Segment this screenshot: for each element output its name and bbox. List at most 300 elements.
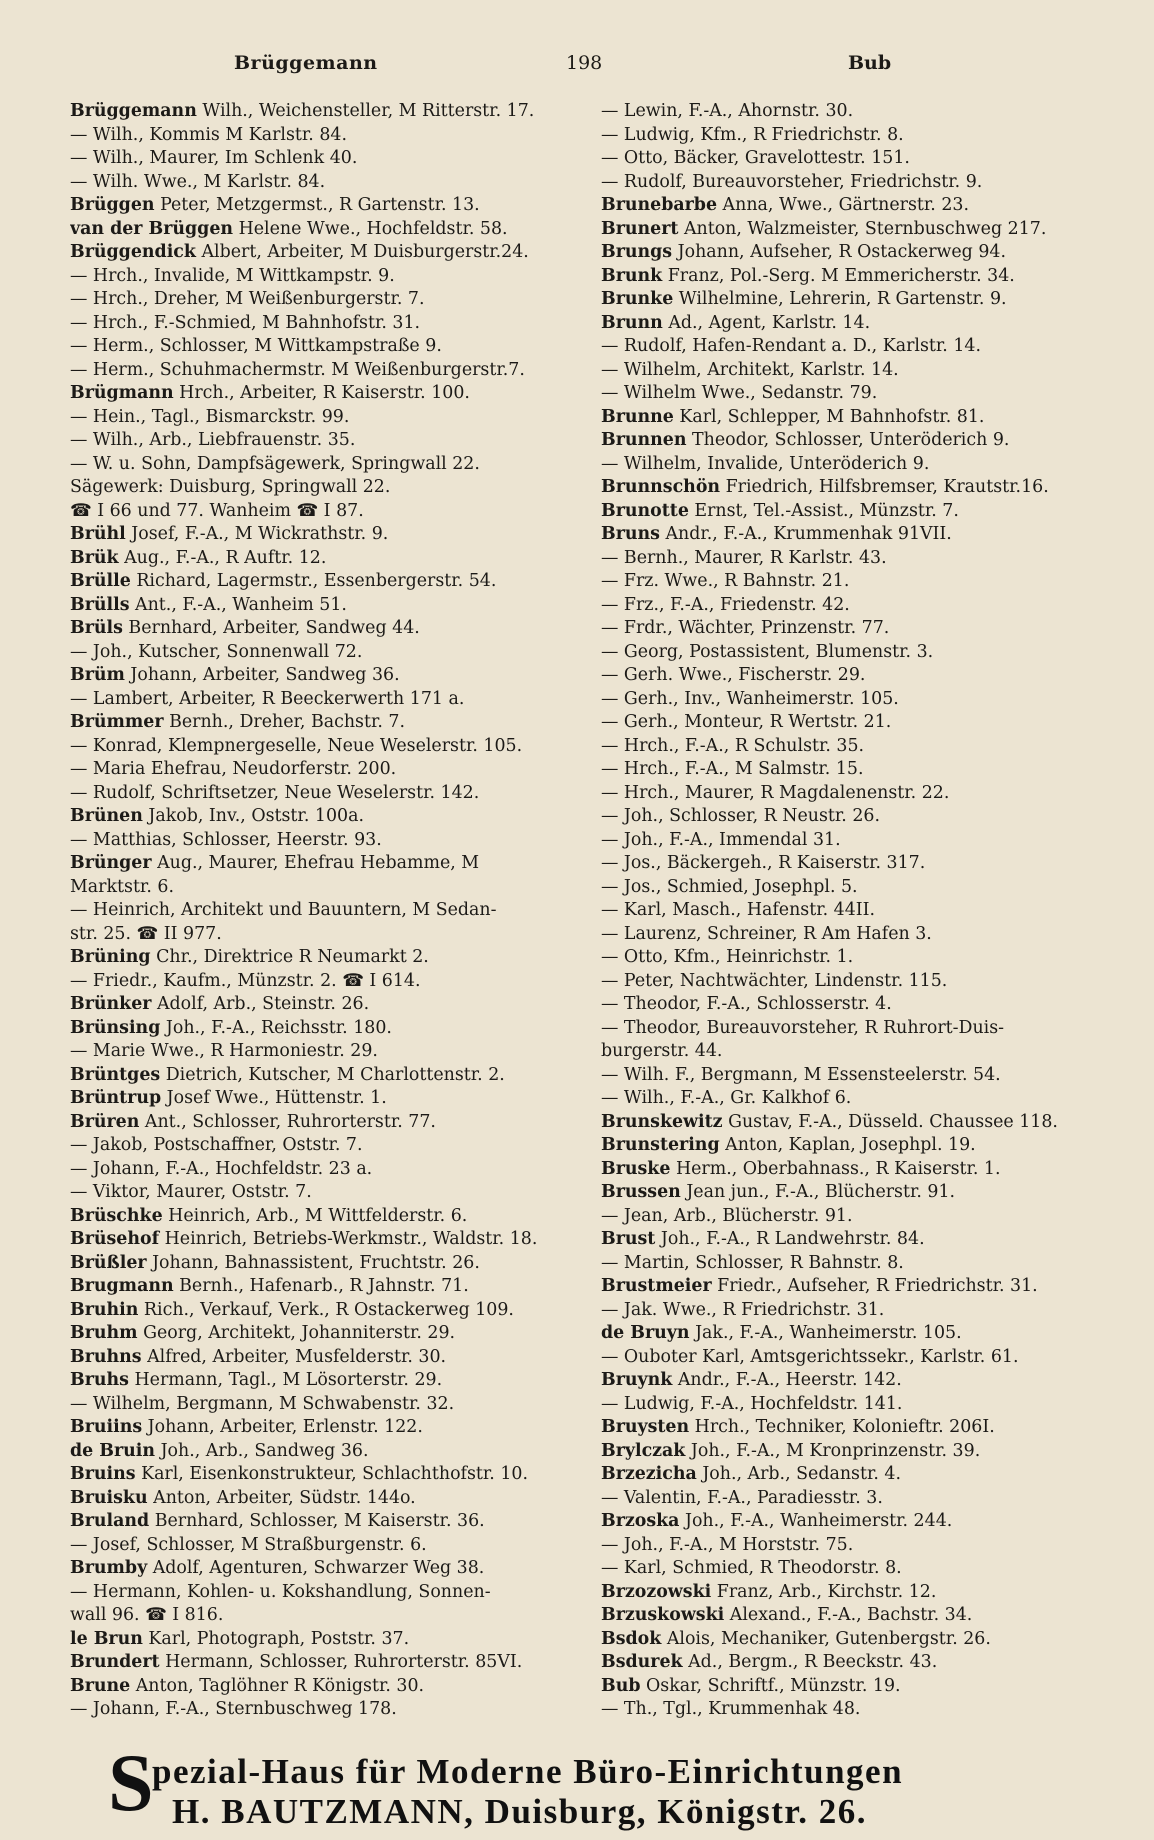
entry-details: str. 25. ☎ II 977. bbox=[70, 923, 222, 944]
directory-entry bbox=[601, 641, 1099, 665]
entry-details: Bernhard, Schlosser, M Kaiserstr. 36. bbox=[149, 1511, 485, 1531]
entry-details: Johann, Aufseher, R Ostackerweg 94. bbox=[672, 242, 1007, 262]
directory-entry bbox=[70, 218, 578, 242]
entry-details: Karl, Photograph, Poststr. 37. bbox=[142, 1628, 410, 1649]
directory-entry bbox=[70, 406, 578, 430]
entry-details: Joh., F.-A., M Kronprinzenstr. 39. bbox=[685, 1440, 981, 1461]
directory-entry bbox=[601, 1463, 1099, 1487]
directory-entry bbox=[70, 124, 578, 148]
directory-entry bbox=[70, 1181, 578, 1205]
directory-entry bbox=[601, 1181, 1099, 1205]
entry-surname: Brzezicha bbox=[601, 1464, 697, 1484]
entry-details: Theodor, Schlosser, Unteröderich 9. bbox=[686, 430, 1010, 450]
entry-surname: Brzozowski bbox=[601, 1581, 712, 1602]
entry-surname: Bruynk bbox=[601, 1370, 673, 1390]
directory-entry bbox=[601, 1369, 1099, 1393]
directory-entry bbox=[601, 1064, 1099, 1088]
entry-surname: Brune bbox=[70, 1675, 131, 1696]
entry-details: Ant., F.-A., Wanheim 51. bbox=[129, 594, 347, 615]
entry-details: — Jos., Bäckergeh., R Kaiserstr. 317. bbox=[601, 853, 926, 873]
entry-details: Friedr., Aufseher, R Friedrichstr. 31. bbox=[711, 1276, 1038, 1296]
directory-entry bbox=[601, 1346, 1099, 1370]
entry-surname: Brunotte bbox=[601, 500, 689, 521]
entry-details: Joh., F.-A., R Landwehrstr. 84. bbox=[655, 1229, 925, 1249]
directory-entry bbox=[601, 617, 1099, 641]
entry-details: — Lewin, F.-A., Ahornstr. 30. bbox=[601, 101, 854, 121]
entry-details: — Jean, Arb., Blücherstr. 91. bbox=[601, 1205, 853, 1226]
entry-details: Peter, Metzgermst., R Gartenstr. 13. bbox=[154, 195, 480, 215]
directory-entry bbox=[70, 1299, 578, 1323]
entry-surname: Bruns bbox=[601, 524, 660, 544]
directory-entry bbox=[601, 1604, 1099, 1628]
directory-entry bbox=[601, 241, 1099, 265]
directory-entry bbox=[70, 476, 578, 500]
entry-surname: Brust bbox=[601, 1229, 656, 1249]
entry-details: — Th., Tgl., Krummenhak 48. bbox=[601, 1699, 861, 1719]
directory-entry bbox=[70, 1346, 578, 1370]
entry-surname: Brugmann bbox=[70, 1276, 174, 1296]
entry-details: — Ludwig, F.-A., Hochfeldstr. 141. bbox=[601, 1393, 903, 1414]
entry-details: Helene Wwe., Hochfeldstr. 58. bbox=[233, 218, 508, 239]
entry-details: — Ouboter Karl, Amtsgerichtssekr., Karlstr. 61. bbox=[601, 1346, 1019, 1367]
entry-details: Wilhelmine, Lehrerin, R Gartenstr. 9. bbox=[673, 289, 1007, 309]
entry-details: — Wilhelm, Bergmann, M Schwabenstr. 32. bbox=[70, 1393, 455, 1414]
entry-details: — Wilh., F.-A., Gr. Kalkhof 6. bbox=[601, 1088, 852, 1108]
entry-surname: Brussen bbox=[601, 1182, 681, 1202]
entry-surname: Brünsing bbox=[70, 1017, 161, 1038]
entry-details: Anna, Wwe., Gärtnerstr. 23. bbox=[717, 195, 969, 215]
entry-details: — Valentin, F.-A., Paradiesstr. 3. bbox=[601, 1487, 883, 1508]
directory-entry bbox=[70, 171, 578, 195]
entry-details: Bernh., Dreher, Bachstr. 7. bbox=[163, 712, 405, 732]
entry-surname: Brüls bbox=[70, 618, 123, 638]
entry-surname: Brumby bbox=[70, 1558, 148, 1578]
entry-surname: Brüschke bbox=[70, 1205, 163, 1226]
entry-details: — Matthias, Schlosser, Heerstr. 93. bbox=[70, 829, 382, 850]
entry-details: — Josef, Schlosser, M Straßburgenstr. 6. bbox=[70, 1534, 427, 1555]
entry-surname: Brüggendick bbox=[70, 242, 196, 262]
entry-details: — Maria Ehefrau, Neudorferstr. 200. bbox=[70, 759, 397, 779]
entry-details: — Hein., Tagl., Bismarckstr. 99. bbox=[70, 406, 350, 427]
entry-details: Joh., F.-A., Reichsstr. 180. bbox=[160, 1017, 392, 1038]
directory-entry bbox=[601, 1275, 1099, 1299]
entry-surname: Brustmeier bbox=[601, 1276, 712, 1296]
directory-entry bbox=[70, 1252, 578, 1276]
entry-details: — Theodor, Bureauvorsteher, R Ruhrort-Duis- bbox=[601, 1017, 1005, 1038]
entry-details: — Johann, F.-A., Hochfeldstr. 23 a. bbox=[70, 1158, 373, 1179]
directory-entry bbox=[601, 1651, 1099, 1675]
entry-surname: Bruland bbox=[70, 1511, 150, 1531]
ad-line-2: H. BAUTZMANN, Duisburg, Königstr. 26. bbox=[172, 1792, 867, 1831]
entry-details: — Hermann, Kohlen- u. Kokshandlung, Sonnen- bbox=[70, 1581, 491, 1602]
entry-details: — Wilhelm, Architekt, Karlstr. 14. bbox=[601, 359, 899, 380]
directory-entry bbox=[70, 1111, 578, 1135]
entry-details: Joh., Arb., Sedanstr. 4. bbox=[696, 1464, 902, 1484]
directory-entry bbox=[601, 876, 1099, 900]
entry-details: Oskar, Schriftf., Münzstr. 19. bbox=[640, 1675, 901, 1696]
directory-entry bbox=[70, 1087, 578, 1111]
entry-surname: Bruisku bbox=[70, 1487, 148, 1508]
directory-entry bbox=[601, 1698, 1099, 1722]
entry-details: — Gerh., Inv., Wanheimerstr. 105. bbox=[601, 688, 899, 709]
entry-surname: Brunk bbox=[601, 265, 663, 286]
entry-details: Johann, Bahnassistent, Fruchtstr. 26. bbox=[146, 1252, 480, 1273]
entry-details: — Konrad, Klempnergeselle, Neue Weselerstr. 105. bbox=[70, 735, 523, 756]
entry-surname: Brylczak bbox=[601, 1440, 686, 1461]
directory-entry bbox=[70, 993, 578, 1017]
entry-details: Aug., Maurer, Ehefrau Hebamme, M bbox=[151, 853, 480, 873]
entry-details: — Ludwig, Kfm., R Friedrichstr. 8. bbox=[601, 124, 904, 145]
directory-entry bbox=[70, 359, 578, 383]
directory-entry bbox=[70, 1158, 578, 1182]
entry-details: Anton, Kaplan, Josephpl. 19. bbox=[719, 1135, 976, 1155]
entry-surname: Brünen bbox=[70, 806, 143, 826]
entry-details: — Heinrich, Architekt und Bauuntern, M Sedan- bbox=[70, 900, 497, 920]
directory-entry bbox=[601, 735, 1099, 759]
entry-surname: Brzoska bbox=[601, 1511, 680, 1531]
entry-surname: Bruins bbox=[70, 1464, 136, 1484]
directory-entry bbox=[70, 523, 578, 547]
entry-surname: Brundert bbox=[70, 1652, 160, 1672]
directory-entry bbox=[601, 1111, 1099, 1135]
entry-details: — Jakob, Postschaffner, Oststr. 7. bbox=[70, 1135, 363, 1155]
directory-entry bbox=[601, 1134, 1099, 1158]
entry-details: Bernh., Hafenarb., R Jahnstr. 71. bbox=[173, 1276, 469, 1296]
entry-details: — Joh., F.-A., M Horststr. 75. bbox=[601, 1534, 854, 1555]
entry-surname: Brüggen bbox=[70, 195, 155, 215]
entry-details: — Joh., Schlosser, R Neustr. 26. bbox=[601, 806, 880, 826]
entry-details: — Frdr., Wächter, Prinzenstr. 77. bbox=[601, 618, 890, 638]
directory-entry bbox=[601, 1205, 1099, 1229]
entry-details: Sägewerk: Duisburg, Springwall 22. bbox=[70, 477, 391, 497]
directory-entry bbox=[601, 382, 1099, 406]
entry-details: — Otto, Bäcker, Gravelottestr. 151. bbox=[601, 148, 910, 168]
entry-details: Dietrich, Kutscher, M Charlottenstr. 2. bbox=[160, 1064, 505, 1085]
directory-entry bbox=[70, 1651, 578, 1675]
entry-surname: Bruysten bbox=[601, 1417, 690, 1437]
directory-entry bbox=[601, 758, 1099, 782]
entry-surname: Bsdurek bbox=[601, 1652, 683, 1672]
entry-surname: Brunnschön bbox=[601, 477, 721, 497]
directory-entry bbox=[70, 1017, 578, 1041]
directory-entry bbox=[601, 218, 1099, 242]
directory-entry bbox=[70, 711, 578, 735]
directory-entry bbox=[601, 523, 1099, 547]
entry-details: — Peter, Nachtwächter, Lindenstr. 115. bbox=[601, 970, 948, 991]
directory-entry bbox=[70, 1440, 578, 1464]
entry-surname: Brümmer bbox=[70, 712, 164, 732]
directory-entry bbox=[70, 570, 578, 594]
entry-details: — Georg, Postassistent, Blumenstr. 3. bbox=[601, 641, 934, 662]
directory-entry bbox=[601, 899, 1099, 923]
entry-details: — Jak. Wwe., R Friedrichstr. 31. bbox=[601, 1299, 885, 1320]
directory-entry bbox=[601, 547, 1099, 571]
directory-entry bbox=[601, 100, 1099, 124]
entry-details: Richard, Lagermstr., Essenbergerstr. 54. bbox=[130, 571, 497, 591]
entry-details: Karl, Schlepper, M Bahnhofstr. 81. bbox=[673, 406, 985, 427]
entry-details: — Jos., Schmied, Josephpl. 5. bbox=[601, 876, 858, 897]
entry-surname: Brük bbox=[70, 547, 119, 568]
entry-details: Ad., Bergm., R Beeckstr. 43. bbox=[682, 1652, 938, 1672]
ad-line-1: pezial-Haus für Moderne Büro-Einrichtungen bbox=[152, 1752, 904, 1791]
directory-entry bbox=[601, 429, 1099, 453]
directory-entry bbox=[70, 1557, 578, 1581]
entry-details: Josef, F.-A., M Wickrathstr. 9. bbox=[125, 524, 389, 544]
directory-entry bbox=[601, 265, 1099, 289]
entry-details: Karl, Eisenkonstrukteur, Schlachthofstr. 10. bbox=[135, 1464, 528, 1484]
directory-entry bbox=[70, 1487, 578, 1511]
directory-entry bbox=[70, 782, 578, 806]
directory-entry bbox=[70, 1534, 578, 1558]
directory-entry bbox=[70, 1040, 578, 1064]
directory-entry bbox=[601, 359, 1099, 383]
left-column bbox=[70, 100, 578, 1722]
entry-surname: Brühl bbox=[70, 524, 126, 544]
entry-details: — Hrch., Maurer, R Magdalenenstr. 22. bbox=[601, 782, 950, 803]
directory-entry bbox=[70, 1698, 578, 1722]
entry-details: — Wilh., Kommis M Karlstr. 84. bbox=[70, 124, 347, 145]
directory-entry bbox=[70, 641, 578, 665]
entry-details: Wilh., Weichensteller, M Ritterstr. 17. bbox=[196, 101, 535, 121]
entry-details: — Joh., F.-A., Immendal 31. bbox=[601, 829, 841, 850]
entry-details: — Bernh., Maurer, R Karlstr. 43. bbox=[601, 547, 887, 568]
entry-details: Anton, Arbeiter, Südstr. 144o. bbox=[147, 1487, 416, 1508]
directory-entry bbox=[70, 1275, 578, 1299]
entry-surname: Bruhm bbox=[70, 1323, 138, 1343]
directory-entry bbox=[70, 970, 578, 994]
entry-details: Adolf, Agenturen, Schwarzer Weg 38. bbox=[147, 1558, 485, 1578]
entry-details: Alexand., F.-A., Bachstr. 34. bbox=[724, 1605, 973, 1625]
entry-surname: Bruiins bbox=[70, 1417, 143, 1437]
directory-entry bbox=[70, 1064, 578, 1088]
entry-details: — Herm., Schlosser, M Wittkampstraße 9. bbox=[70, 336, 442, 356]
directory-entry bbox=[601, 1557, 1099, 1581]
entry-surname: Bruhns bbox=[70, 1346, 142, 1367]
entry-details: Josef Wwe., Hüttenstr. 1. bbox=[161, 1088, 387, 1108]
entry-details: Johann, Arbeiter, Erlenstr. 122. bbox=[142, 1417, 423, 1437]
entry-details: Herm., Oberbahnass., R Kaiserstr. 1. bbox=[670, 1158, 1001, 1179]
entry-surname: le Brun bbox=[70, 1628, 143, 1649]
directory-entry bbox=[601, 664, 1099, 688]
directory-entry bbox=[70, 923, 578, 947]
directory-entry bbox=[601, 1322, 1099, 1346]
entry-details: Hermann, Tagl., M Lösorterstr. 29. bbox=[128, 1370, 443, 1390]
entry-details: — Frz. Wwe., R Bahnstr. 21. bbox=[601, 571, 850, 591]
entry-surname: Brzuskowski bbox=[601, 1605, 725, 1625]
directory-entry bbox=[601, 993, 1099, 1017]
directory-entry bbox=[70, 547, 578, 571]
entry-details: — Rudolf, Hafen-Rendant a. D., Karlstr. 14. bbox=[601, 336, 981, 356]
entry-details: Hrch., Arbeiter, R Kaiserstr. 100. bbox=[173, 383, 470, 403]
entry-surname: Brunnen bbox=[601, 430, 687, 450]
entry-details: Joh., F.-A., Wanheimerstr. 244. bbox=[679, 1511, 953, 1531]
directory-entry bbox=[601, 711, 1099, 735]
entry-details: Jean jun., F.-A., Blücherstr. 91. bbox=[680, 1182, 956, 1202]
directory-entry bbox=[70, 1463, 578, 1487]
entry-details: — Hrch., F.-Schmied, M Bahnhofstr. 31. bbox=[70, 312, 421, 333]
directory-entry bbox=[70, 288, 578, 312]
entry-details: Marktstr. 6. bbox=[70, 876, 174, 897]
directory-entry bbox=[70, 617, 578, 641]
entry-surname: Bsdok bbox=[601, 1628, 662, 1649]
entry-surname: Brüm bbox=[70, 665, 125, 685]
directory-entry bbox=[601, 1299, 1099, 1323]
directory-entry bbox=[601, 1017, 1099, 1041]
entry-details: Franz, Pol.-Serg. M Emmericherstr. 34. bbox=[662, 265, 1015, 286]
entry-surname: van der Brüggen bbox=[70, 218, 234, 239]
entry-details: Chr., Direktrice R Neumarkt 2. bbox=[150, 947, 429, 967]
entry-details: — Hrch., F.-A., R Schulstr. 35. bbox=[601, 735, 865, 756]
entry-surname: Brüntrup bbox=[70, 1088, 162, 1108]
entry-details: Adolf, Arb., Steinstr. 26. bbox=[151, 994, 370, 1014]
directory-entry bbox=[70, 876, 578, 900]
directory-entry bbox=[601, 829, 1099, 853]
entry-details: — Johann, F.-A., Sternbuschweg 178. bbox=[70, 1699, 397, 1719]
directory-entry bbox=[70, 1510, 578, 1534]
entry-details: Jakob, Inv., Oststr. 100a. bbox=[142, 806, 364, 826]
page-number: 198 bbox=[566, 52, 603, 74]
directory-entry bbox=[601, 335, 1099, 359]
entry-details: — Martin, Schlosser, R Bahnstr. 8. bbox=[601, 1252, 904, 1273]
entry-surname: Brüren bbox=[70, 1111, 140, 1132]
entry-details: — Friedr., Kaufm., Münzstr. 2. ☎ I 614. bbox=[70, 970, 421, 991]
directory-entry bbox=[70, 312, 578, 336]
directory-entry bbox=[601, 171, 1099, 195]
entry-surname: Brunne bbox=[601, 406, 674, 427]
entry-details: Joh., Arb., Sandweg 36. bbox=[155, 1440, 369, 1461]
entry-details: — Wilh. F., Bergmann, M Essensteelerstr. 54. bbox=[601, 1064, 1001, 1085]
advertisement-banner bbox=[100, 1737, 1090, 1831]
entry-details: Anton, Walzmeister, Sternbuschweg 217. bbox=[678, 218, 1047, 239]
entry-details: — Hrch., Dreher, M Weißenburgerstr. 7. bbox=[70, 289, 425, 309]
directory-entry bbox=[70, 946, 578, 970]
directory-entry bbox=[601, 1393, 1099, 1417]
entry-surname: Bruske bbox=[601, 1158, 671, 1179]
ad-initial: S bbox=[108, 1737, 154, 1828]
entry-surname: Brüßler bbox=[70, 1252, 147, 1273]
directory-entry bbox=[601, 147, 1099, 171]
directory-entry bbox=[601, 1040, 1099, 1064]
directory-entry bbox=[601, 500, 1099, 524]
entry-details: Friedrich, Hilfsbremser, Krautstr.16. bbox=[720, 477, 1049, 497]
entry-details: — Marie Wwe., R Harmoniestr. 29. bbox=[70, 1041, 378, 1061]
entry-details: Ernst, Tel.-Assist., Münzstr. 7. bbox=[688, 500, 959, 521]
directory-entry bbox=[70, 1393, 578, 1417]
header-right-keyword: Bub bbox=[848, 52, 892, 74]
directory-entry bbox=[601, 476, 1099, 500]
entry-surname: Brüntges bbox=[70, 1064, 161, 1085]
directory-entry bbox=[70, 1628, 578, 1652]
entry-details: burgerstr. 44. bbox=[601, 1041, 723, 1061]
directory-entry bbox=[70, 1205, 578, 1229]
entry-details: — Otto, Kfm., Heinrichstr. 1. bbox=[601, 947, 854, 967]
entry-surname: Brünger bbox=[70, 853, 152, 873]
entry-details: Andr., F.-A., Krummenhak 91VII. bbox=[659, 524, 952, 544]
entry-surname: Brüsehof bbox=[70, 1229, 160, 1249]
directory-entry bbox=[601, 406, 1099, 430]
directory-entry bbox=[601, 1510, 1099, 1534]
entry-details: Hermann, Schlosser, Ruhrorterstr. 85VI. bbox=[159, 1652, 523, 1672]
entry-surname: Bub bbox=[601, 1675, 641, 1696]
entry-details: Ant., Schlosser, Ruhrorterstr. 77. bbox=[139, 1111, 436, 1132]
entry-details: — Laurenz, Schreiner, R Am Hafen 3. bbox=[601, 923, 932, 944]
entry-details: Hrch., Techniker, Kolonieftr. 206I. bbox=[689, 1417, 995, 1437]
entry-surname: Brunke bbox=[601, 289, 674, 309]
entry-details: — Hrch., Invalide, M Wittkampstr. 9. bbox=[70, 265, 395, 286]
directory-entry bbox=[601, 970, 1099, 994]
directory-entry bbox=[601, 312, 1099, 336]
directory-entry bbox=[70, 453, 578, 477]
directory-entry bbox=[70, 899, 578, 923]
entry-details: — Wilh. Wwe., M Karlstr. 84. bbox=[70, 171, 326, 192]
entry-details: — Wilhelm, Invalide, Unteröderich 9. bbox=[601, 453, 930, 474]
entry-details: — Theodor, F.-A., Schlosserstr. 4. bbox=[601, 994, 892, 1014]
directory-entry bbox=[601, 594, 1099, 618]
entry-details: — Wilhelm Wwe., Sedanstr. 79. bbox=[601, 383, 878, 403]
right-column bbox=[601, 100, 1099, 1722]
directory-entry bbox=[70, 335, 578, 359]
entry-surname: Brügmann bbox=[70, 383, 174, 403]
entry-details: — Viktor, Maurer, Oststr. 7. bbox=[70, 1182, 312, 1202]
entry-details: Albert, Arbeiter, M Duisburgerstr.24. bbox=[195, 242, 529, 262]
entry-surname: de Bruin bbox=[70, 1440, 156, 1461]
directory-entry bbox=[601, 124, 1099, 148]
directory-entry bbox=[70, 829, 578, 853]
directory-entry bbox=[70, 429, 578, 453]
entry-details: — Rudolf, Bureauvorsteher, Friedrichstr. 9. bbox=[601, 171, 983, 192]
directory-entry bbox=[601, 946, 1099, 970]
entry-surname: de Bruyn bbox=[601, 1323, 690, 1343]
directory-entry bbox=[70, 758, 578, 782]
entry-details: ☎ I 66 und 77. Wanheim ☎ I 87. bbox=[70, 500, 364, 521]
entry-surname: Brunert bbox=[601, 218, 679, 239]
directory-entry bbox=[601, 1228, 1099, 1252]
directory-entry bbox=[601, 1675, 1099, 1699]
entry-surname: Brunstering bbox=[601, 1135, 720, 1155]
entry-details: Georg, Architekt, Johanniterstr. 29. bbox=[137, 1323, 456, 1343]
entry-surname: Brüning bbox=[70, 947, 151, 967]
entry-surname: Brünker bbox=[70, 994, 152, 1014]
entry-details: Heinrich, Arb., M Wittfelderstr. 6. bbox=[162, 1205, 468, 1226]
entry-details: Franz, Arb., Kirchstr. 12. bbox=[711, 1581, 937, 1602]
directory-entry bbox=[70, 852, 578, 876]
directory-entry bbox=[70, 147, 578, 171]
entry-details: — Gerh., Monteur, R Wertstr. 21. bbox=[601, 712, 892, 732]
entry-details: — W. u. Sohn, Dampfsägewerk, Springwall 22. bbox=[70, 453, 480, 474]
entry-details: — Joh., Kutscher, Sonnenwall 72. bbox=[70, 641, 363, 662]
directory-entry bbox=[70, 805, 578, 829]
directory-entry bbox=[70, 1581, 578, 1605]
entry-details: Alois, Mechaniker, Gutenbergstr. 26. bbox=[661, 1628, 991, 1649]
entry-surname: Bruhin bbox=[70, 1299, 139, 1320]
directory-entry bbox=[70, 1416, 578, 1440]
directory-entry bbox=[601, 1581, 1099, 1605]
entry-details: — Herm., Schuhmachermstr. M Weißenburgerstr.7. bbox=[70, 359, 525, 380]
directory-entry bbox=[601, 194, 1099, 218]
entry-details: Aug., F.-A., R Auftr. 12. bbox=[118, 547, 327, 568]
entry-details: Heinrich, Betriebs-Werkmstr., Waldstr. 18. bbox=[159, 1229, 538, 1249]
entry-details: — Lambert, Arbeiter, R Beeckerwerth 171 a. bbox=[70, 688, 465, 709]
entry-surname: Brülle bbox=[70, 571, 131, 591]
entry-details: Johann, Arbeiter, Sandweg 36. bbox=[124, 665, 400, 685]
directory-entry bbox=[70, 1322, 578, 1346]
directory-entry bbox=[601, 453, 1099, 477]
directory-entry bbox=[70, 594, 578, 618]
directory-entry bbox=[70, 1228, 578, 1252]
directory-entry bbox=[601, 1440, 1099, 1464]
entry-surname: Brunskewitz bbox=[601, 1111, 723, 1132]
entry-details: — Hrch., F.-A., M Salmstr. 15. bbox=[601, 759, 864, 779]
